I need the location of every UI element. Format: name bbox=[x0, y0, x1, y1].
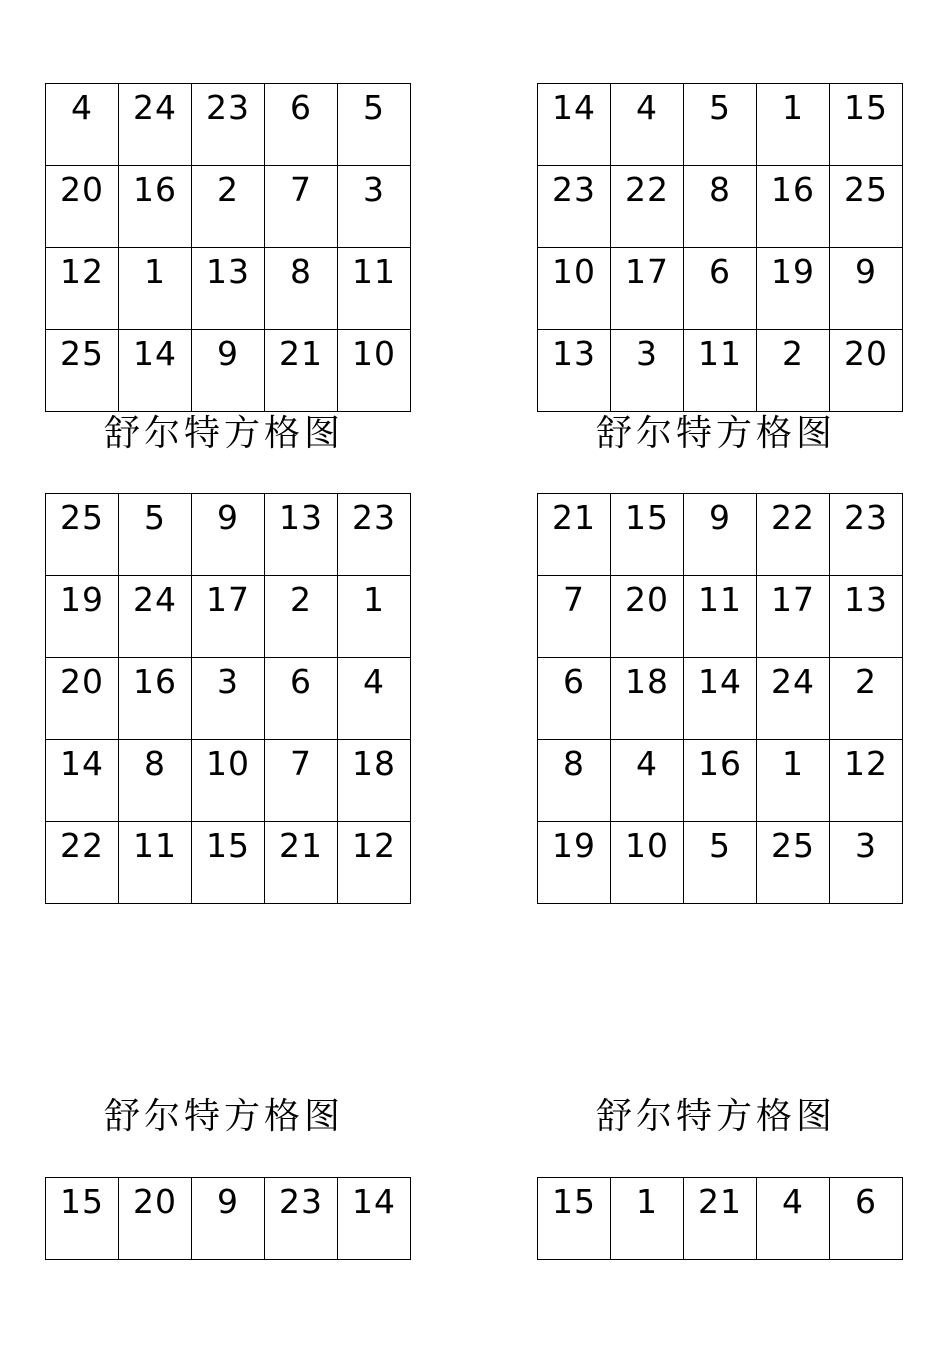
grid-cell: 2 bbox=[192, 166, 265, 248]
grid-cell: 5 bbox=[119, 494, 192, 576]
grid-cell: 13 bbox=[538, 330, 611, 412]
grid-cell: 19 bbox=[757, 248, 830, 330]
grid-cell: 2 bbox=[830, 658, 903, 740]
grid-cell: 11 bbox=[119, 822, 192, 904]
grid-cell: 20 bbox=[119, 1178, 192, 1260]
grid-cell: 25 bbox=[757, 822, 830, 904]
grid-cell: 15 bbox=[46, 1178, 119, 1260]
grid-cell: 25 bbox=[46, 494, 119, 576]
grid-cell: 17 bbox=[611, 248, 684, 330]
grid-cell: 3 bbox=[192, 658, 265, 740]
grid-row bbox=[46, 1178, 411, 1260]
schulte-grid-3 bbox=[45, 493, 411, 904]
grid-cell: 23 bbox=[338, 494, 411, 576]
grid-cell: 9 bbox=[684, 494, 757, 576]
grid-cell: 12 bbox=[830, 740, 903, 822]
grid-cell: 9 bbox=[192, 1178, 265, 1260]
grid-cell: 16 bbox=[684, 740, 757, 822]
grid-cell: 4 bbox=[611, 84, 684, 166]
grid-caption-1: 舒尔特方格图 bbox=[104, 413, 345, 454]
grid-row bbox=[46, 740, 411, 822]
grid-cell: 16 bbox=[119, 166, 192, 248]
grid-cell: 1 bbox=[757, 84, 830, 166]
grid-cell: 1 bbox=[757, 740, 830, 822]
grid-cell: 8 bbox=[538, 740, 611, 822]
grid-cell: 10 bbox=[611, 822, 684, 904]
grid-cell: 1 bbox=[611, 1178, 684, 1260]
grid-cell: 8 bbox=[265, 248, 338, 330]
grid-row bbox=[538, 576, 903, 658]
grid-cell: 22 bbox=[757, 494, 830, 576]
grid-row bbox=[538, 740, 903, 822]
grid-cell: 11 bbox=[684, 330, 757, 412]
grid-row bbox=[538, 84, 903, 166]
grid-row bbox=[46, 658, 411, 740]
grid-row bbox=[46, 84, 411, 166]
grid-cell: 5 bbox=[338, 84, 411, 166]
schulte-grid-1 bbox=[45, 83, 411, 412]
grid-row bbox=[538, 330, 903, 412]
grid-cell: 3 bbox=[338, 166, 411, 248]
grid-cell: 22 bbox=[611, 166, 684, 248]
grid-cell: 24 bbox=[119, 84, 192, 166]
grid-row bbox=[46, 576, 411, 658]
schulte-grid-6 bbox=[537, 1177, 903, 1260]
grid-cell: 23 bbox=[192, 84, 265, 166]
grid-cell: 5 bbox=[684, 822, 757, 904]
grid-cell: 23 bbox=[830, 494, 903, 576]
grid-cell: 21 bbox=[265, 822, 338, 904]
grid-cell: 21 bbox=[538, 494, 611, 576]
grid-cell: 16 bbox=[757, 166, 830, 248]
grid-cell: 6 bbox=[538, 658, 611, 740]
grid-cell: 14 bbox=[538, 84, 611, 166]
grid-cell: 14 bbox=[684, 658, 757, 740]
grid-row bbox=[46, 822, 411, 904]
grid-cell: 15 bbox=[830, 84, 903, 166]
grid-cell: 15 bbox=[611, 494, 684, 576]
grid-cell: 22 bbox=[46, 822, 119, 904]
grid-row bbox=[538, 1178, 903, 1260]
grid-cell: 20 bbox=[46, 658, 119, 740]
grid-cell: 20 bbox=[830, 330, 903, 412]
grid-cell: 20 bbox=[46, 166, 119, 248]
grid-cell: 25 bbox=[46, 330, 119, 412]
schulte-grid-2 bbox=[537, 83, 903, 412]
grid-cell: 4 bbox=[338, 658, 411, 740]
grid-cell: 14 bbox=[338, 1178, 411, 1260]
grid-cell: 13 bbox=[265, 494, 338, 576]
grid-cell: 23 bbox=[538, 166, 611, 248]
grid-cell: 18 bbox=[338, 740, 411, 822]
grid-cell: 6 bbox=[830, 1178, 903, 1260]
grid-cell: 2 bbox=[757, 330, 830, 412]
grid-cell: 21 bbox=[265, 330, 338, 412]
grid-row bbox=[46, 248, 411, 330]
grid-cell: 17 bbox=[192, 576, 265, 658]
grid-cell: 19 bbox=[46, 576, 119, 658]
grid-cell: 8 bbox=[119, 740, 192, 822]
grid-caption-4: 舒尔特方格图 bbox=[596, 1096, 837, 1137]
grid-row bbox=[46, 494, 411, 576]
grid-cell: 24 bbox=[119, 576, 192, 658]
grid-cell: 20 bbox=[611, 576, 684, 658]
grid-cell: 23 bbox=[265, 1178, 338, 1260]
grid-cell: 18 bbox=[611, 658, 684, 740]
grid-cell: 15 bbox=[192, 822, 265, 904]
grid-cell: 9 bbox=[192, 494, 265, 576]
grid-cell: 13 bbox=[830, 576, 903, 658]
grid-cell: 9 bbox=[192, 330, 265, 412]
grid-cell: 2 bbox=[265, 576, 338, 658]
grid-row bbox=[538, 248, 903, 330]
grid-cell: 24 bbox=[757, 658, 830, 740]
grid-cell: 17 bbox=[757, 576, 830, 658]
grid-cell: 4 bbox=[757, 1178, 830, 1260]
grid-cell: 16 bbox=[119, 658, 192, 740]
grid-row bbox=[46, 166, 411, 248]
grid-cell: 4 bbox=[611, 740, 684, 822]
grid-caption-2: 舒尔特方格图 bbox=[596, 413, 837, 454]
grid-cell: 8 bbox=[684, 166, 757, 248]
grid-cell: 3 bbox=[830, 822, 903, 904]
grid-cell: 10 bbox=[538, 248, 611, 330]
grid-cell: 6 bbox=[265, 84, 338, 166]
grid-row bbox=[538, 166, 903, 248]
grid-cell: 11 bbox=[338, 248, 411, 330]
grid-cell: 13 bbox=[192, 248, 265, 330]
grid-row bbox=[538, 658, 903, 740]
grid-cell: 6 bbox=[265, 658, 338, 740]
grid-cell: 21 bbox=[684, 1178, 757, 1260]
schulte-grid-5 bbox=[45, 1177, 411, 1260]
grid-cell: 11 bbox=[684, 576, 757, 658]
grid-row bbox=[538, 822, 903, 904]
grid-cell: 10 bbox=[192, 740, 265, 822]
grid-cell: 12 bbox=[338, 822, 411, 904]
grid-cell: 1 bbox=[119, 248, 192, 330]
grid-cell: 7 bbox=[265, 740, 338, 822]
grid-cell: 9 bbox=[830, 248, 903, 330]
grid-cell: 1 bbox=[338, 576, 411, 658]
grid-cell: 15 bbox=[538, 1178, 611, 1260]
grid-cell: 6 bbox=[684, 248, 757, 330]
grid-row bbox=[46, 330, 411, 412]
schulte-grid-4 bbox=[537, 493, 903, 904]
grid-caption-3: 舒尔特方格图 bbox=[104, 1096, 345, 1137]
grid-cell: 7 bbox=[538, 576, 611, 658]
grid-cell: 5 bbox=[684, 84, 757, 166]
grid-cell: 14 bbox=[46, 740, 119, 822]
grid-cell: 4 bbox=[46, 84, 119, 166]
grid-cell: 3 bbox=[611, 330, 684, 412]
grid-cell: 25 bbox=[830, 166, 903, 248]
grid-cell: 10 bbox=[338, 330, 411, 412]
grid-cell: 14 bbox=[119, 330, 192, 412]
grid-cell: 12 bbox=[46, 248, 119, 330]
grid-cell: 7 bbox=[265, 166, 338, 248]
grid-row bbox=[538, 494, 903, 576]
grid-cell: 19 bbox=[538, 822, 611, 904]
